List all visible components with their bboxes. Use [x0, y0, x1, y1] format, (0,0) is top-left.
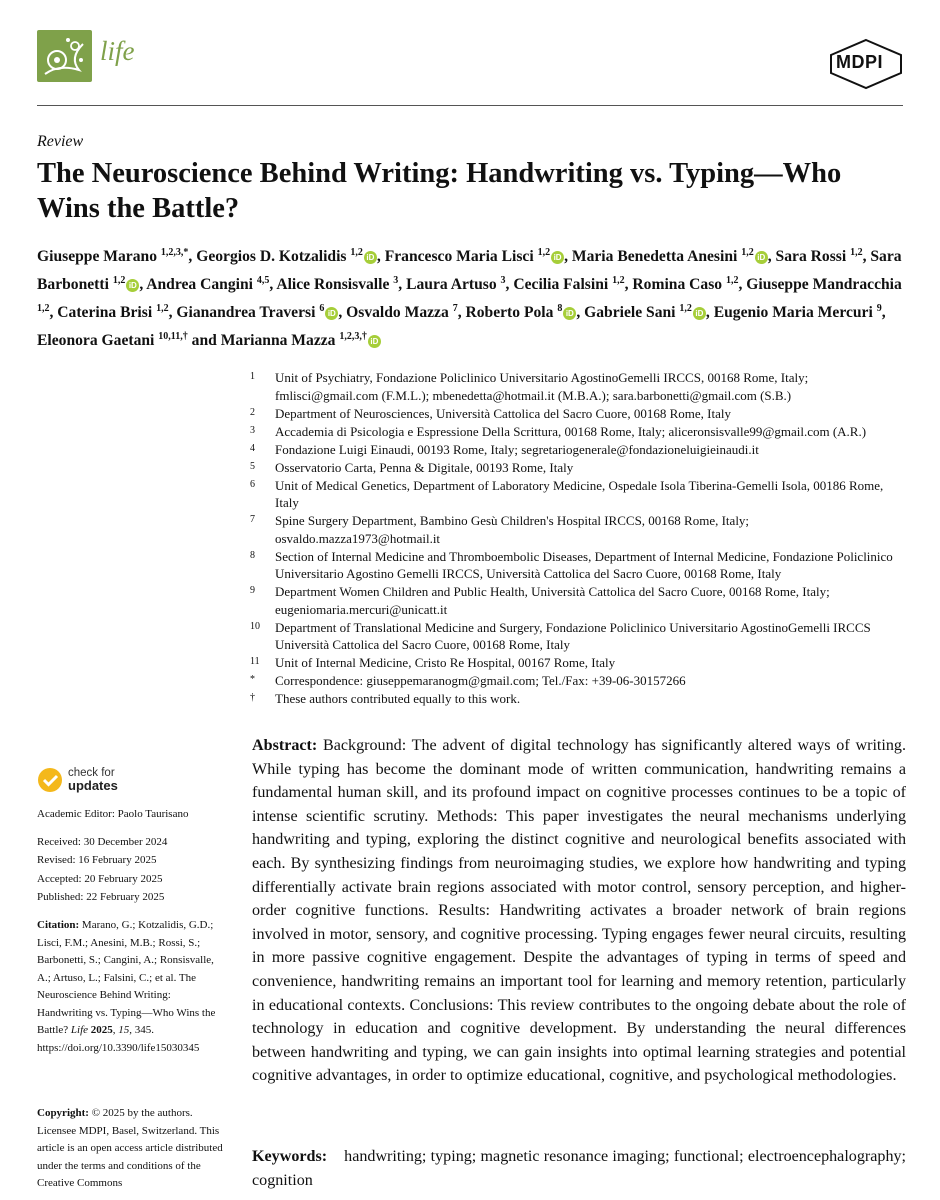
received-date: Received: 30 December 2024 — [37, 836, 168, 848]
affiliation-mark: 3 — [250, 424, 255, 436]
author-name: Eleonora Gaetani — [37, 331, 155, 349]
author-name: Maria Benedetta Anesini — [571, 248, 738, 266]
copyright-text: © 2025 by the authors. Licensee MDPI, Basel, Switzerland. This article is an open access article distributed under the terms and conditions of the Creative Commons — [37, 1107, 223, 1189]
author-affiliation-marks: 9 — [876, 302, 882, 314]
affiliation-text: Unit of Medical Genetics, Department of Laboratory Medicine, Ospedale Isola Tiberina-Gemelli Isola, 00186 Rome, Italy — [275, 477, 884, 510]
author-affiliation-marks: 1,2,3,† — [339, 330, 367, 342]
author-separator: , — [398, 275, 407, 293]
author-name: Giuseppe Mandracchia — [746, 275, 902, 293]
orcid-icon[interactable]: iD — [325, 307, 338, 320]
affiliation — [250, 619, 910, 654]
affiliation-text: Department of Neurosciences, Università Cattolica del Sacro Cuore, 00168 Rome, Italy — [275, 405, 731, 421]
abstract-label: Abstract: — [252, 737, 318, 754]
author-separator: , — [767, 248, 776, 266]
author — [714, 304, 886, 321]
citation-year: 2025 — [90, 1024, 113, 1036]
affiliation-mark: 9 — [250, 585, 255, 596]
author — [176, 304, 346, 321]
affiliation-text: These authors contributed equally to this work. — [275, 691, 521, 706]
author-affiliation-marks: 1,2 — [725, 274, 739, 286]
author-name: Romina Caso — [632, 275, 723, 293]
copyright-label: Copyright: — [37, 1107, 89, 1119]
author — [146, 276, 276, 293]
author-name: Roberto Pola — [465, 303, 554, 321]
journal-logo-icon — [37, 30, 92, 82]
citation-label: Citation: — [37, 919, 80, 931]
author — [406, 276, 513, 293]
citation-doi[interactable]: , 345. https://doi.org/10.3390/life15030345 — [37, 1024, 200, 1054]
author — [632, 276, 746, 293]
author — [465, 304, 584, 321]
affiliation — [250, 405, 910, 423]
affiliation-mark: 5 — [250, 460, 255, 472]
affiliation-text: Osservatorio Carta, Penna & Digitale, 00193 Rome, Italy — [275, 459, 574, 475]
keywords-label: Keywords: — [252, 1148, 328, 1165]
keywords-text: handwriting; typing; magnetic resonance imaging; functional; electroencephalography; cognition — [252, 1148, 907, 1189]
author-name: Giuseppe Marano — [37, 248, 157, 266]
author — [196, 248, 385, 265]
author-affiliation-marks: 7 — [452, 302, 458, 314]
author-affiliation-marks: 1,2 — [679, 302, 692, 314]
orcid-icon[interactable]: iD — [693, 307, 706, 320]
journal-name: life — [100, 36, 135, 66]
affiliation-mark: 7 — [250, 514, 255, 525]
copyright — [37, 1105, 227, 1193]
orcid-icon[interactable]: iD — [563, 307, 576, 320]
author — [346, 304, 465, 321]
orcid-icon[interactable]: iD — [551, 251, 564, 264]
affiliation — [250, 690, 910, 708]
author-separator: , — [168, 303, 177, 321]
affiliation — [250, 583, 910, 618]
orcid-icon[interactable]: iD — [368, 335, 381, 348]
author-name: Gianandrea Traversi — [176, 303, 316, 321]
author-separator: , — [139, 275, 147, 293]
check-updates-line1: check for — [68, 767, 115, 779]
author-separator: , — [338, 303, 347, 321]
affiliation — [250, 459, 910, 477]
affiliation-mark: 2 — [250, 406, 255, 418]
author-separator: , — [705, 303, 714, 321]
author-separator: , — [505, 275, 514, 293]
author-affiliation-marks: 1,2 — [350, 247, 363, 258]
author-affiliation-marks: 1,2 — [156, 302, 169, 314]
author-affiliation-marks: 1,2 — [850, 247, 863, 258]
author-name: Osvaldo Mazza — [346, 303, 449, 321]
author-separator: , — [376, 248, 385, 266]
author-name: Francesco Maria Lisci — [384, 248, 534, 266]
affiliation-text: Unit of Internal Medicine, Cristo Re Hospital, 00167 Rome, Italy — [275, 655, 616, 670]
author-affiliation-marks: 1,2 — [37, 302, 50, 314]
affiliation — [250, 512, 910, 547]
author-separator: and — [187, 331, 221, 349]
author-name: Sara Barbonetti — [37, 248, 902, 293]
author-affiliation-marks: 4,5 — [256, 274, 270, 286]
article-type: Review — [37, 133, 84, 150]
accepted-date: Accepted: 20 February 2025 — [37, 873, 163, 885]
affiliation-mark: * — [250, 674, 255, 685]
author-separator: , — [576, 303, 585, 321]
author-separator: , — [624, 275, 633, 293]
affiliation-text: Correspondence: giuseppemaranogm@gmail.com; Tel./Fax: +39-06-30157266 — [275, 673, 686, 688]
author-name: Georgios D. Kotzalidis — [196, 248, 347, 266]
affiliation-text: Department of Translational Medicine and Surgery, Fondazione Policlinico Universitario AgostinoGemelli IRCCS Università Cattolica del Sacro Cuore, 00168 Rome, Italy — [275, 619, 871, 652]
citation: Citation: Marano, G.; Kotzalidis, G.D.; Lisci, F.M.; Anesini, M.B.; Rossi, S.; Barbonetti, S.; Cangini, A.; Ronsisvalle, A.; Artuso, L.; Falsini, C.; et al. The Neuroscience Behind Writing: Handwriting vs. Typing—Who Wins the Battle? Life 2025, 15, 345. https://doi.org/10.3390/life15030345 — [37, 919, 216, 1054]
affiliation-mark: 10 — [250, 620, 260, 632]
orcid-icon[interactable]: iD — [126, 279, 139, 292]
author-name: Alice Ronsisvalle — [276, 275, 390, 293]
author — [276, 276, 406, 293]
affiliation — [250, 548, 910, 583]
affiliation — [250, 369, 910, 404]
affiliation — [250, 477, 910, 512]
author-affiliation-marks: 1,2 — [612, 274, 625, 286]
author-name: Gabriele Sani — [584, 303, 676, 321]
author-affiliation-marks: 6 — [319, 302, 325, 314]
publisher-name: MDPI — [836, 52, 883, 72]
author-name: Caterina Brisi — [57, 303, 153, 321]
affiliation-mark: † — [250, 692, 255, 703]
author-name: Andrea Cangini — [146, 275, 253, 293]
author-name: Cecilia Falsini — [513, 275, 609, 293]
affiliation-mark: 4 — [250, 442, 255, 454]
author-affiliation-marks: 3 — [500, 274, 506, 286]
author — [57, 304, 176, 321]
affiliation-text: Department Women Children and Public Health, Università Cattolica del Sacro Cuore, 00168 Rome, Italy; eugeniomaria.mercuri@unicatt.it — [275, 584, 830, 617]
author — [37, 248, 196, 265]
author-separator: , — [49, 303, 58, 321]
author-separator: , — [269, 275, 277, 293]
check-updates-line2: updates — [68, 778, 118, 793]
affiliation-mark: 11 — [250, 656, 260, 667]
corresponding-mark: * — [183, 247, 189, 258]
author-affiliation-marks: 1,2 — [741, 247, 754, 258]
affiliation-mark: 6 — [250, 478, 255, 490]
journal-logo — [37, 30, 92, 82]
author-name: Sara Rossi — [775, 248, 847, 266]
affiliation-text: Spine Surgery Department, Bambino Gesù Children's Hospital IRCCS, 00168 Rome, Italy; osvaldo.mazza1973@hotmail.it — [275, 513, 750, 546]
abstract — [252, 734, 906, 1088]
author-separator: , — [862, 248, 871, 266]
affiliation-text: Section of Internal Medicine and Thromboembolic Diseases, Department of Internal Medicine, Fondazione Policlinico Universitario Agostino Gemelli IRCCS, Università Cattolica del Sacro Cuore, 00168 Rome, Italy — [275, 548, 893, 581]
citation-journal: Life — [70, 1024, 89, 1036]
affiliation — [250, 441, 910, 459]
orcid-icon[interactable]: iD — [755, 251, 768, 264]
author — [37, 332, 221, 349]
author-affiliation-marks: 10,11,† — [158, 330, 188, 342]
author-name: Eugenio Maria Mercuri — [713, 303, 873, 321]
author-name: Laura Artuso — [406, 275, 497, 293]
affiliation — [250, 654, 910, 672]
author-affiliation-marks: 1,2 — [537, 247, 551, 258]
author-affiliation-marks: 3 — [393, 274, 399, 286]
citation-text: Marano, G.; Kotzalidis, G.D.; Lisci, F.M.; Anesini, M.B.; Rossi, S.; Barbonetti, S.; Cangini, A.; Ronsisvalle, A.; Artuso, L.; Falsini, C.; et al. The Neuroscience Behind Writing: Handwriting vs. Typing—Who Wins the Battle? — [37, 919, 216, 1036]
author-affiliation-marks: 1,2 — [112, 274, 126, 286]
author-separator: , — [881, 303, 886, 321]
header-divider — [37, 105, 903, 106]
affiliation-mark: 8 — [250, 549, 255, 561]
published-date: Published: 22 February 2025 — [37, 891, 165, 903]
abstract-text: Background: The advent of digital technology has significantly altered ways of writing. While typing has become the dominant mode of written communication, handwriting remains a fundamental human skill, and its profound impact on cognitive processes continues to be a topic of intense scientific scrutiny. Methods: This paper investigates the neural mechanisms underlying handwriting and typing, exploring the distinct cognitive and neurological benefits associated with each. By synthesizing findings from neuroimaging studies, we explore how handwriting and typing differentially activate brain regions associated with motor control, sensory perception, and higher-order cognitive functions. Results: Handwriting activates a broader network of brain regions involved in motor, sensory, and cognitive processing. Typing engages fewer neural circuits, resulting in more passive cognitive engagement. Despite the advantages of typing in terms of speed and convenience, handwriting remains an important tool for learning and memory retention, particularly in educational contexts. Conclusions: This review contributes to the ongoing debate about the role of technology in education and cognitive development. By understanding the neural differences between handwriting and typing, we can gain insights into optimal learning strategies and potential cognitive advantages, in order to optimize educational, cognitive, and psychological methodologies. — [252, 737, 906, 1085]
affiliation — [250, 423, 910, 441]
citation-volume: 15 — [118, 1024, 130, 1036]
author — [385, 248, 572, 265]
author — [776, 248, 871, 265]
author-separator: , — [457, 303, 466, 321]
article-title: The Neuroscience Behind Writing: Handwriting vs. Typing—Who Wins the Battle? — [37, 158, 842, 224]
affiliation-list — [250, 369, 910, 708]
author-list — [37, 241, 907, 352]
affiliation-text: Unit of Psychiatry, Fondazione Policlinico Universitario AgostinoGemelli IRCCS, 00168 Rome, Italy; fmlisci@gmail.com (F.M.L.); mbenedetta@hotmail.it (M.B.A.); sara.barbonetti@gmail.com (S.B.) — [275, 370, 809, 403]
affiliation-mark: 1 — [250, 371, 255, 382]
affiliation — [250, 672, 910, 690]
author-separator: , — [738, 275, 747, 293]
author — [221, 332, 381, 349]
orcid-icon[interactable]: iD — [364, 251, 377, 264]
academic-editor: Academic Editor: Paolo Taurisano — [37, 808, 189, 820]
revised-date: Revised: 16 February 2025 — [37, 854, 157, 866]
check-for-updates-icon — [37, 767, 63, 793]
author — [584, 304, 714, 321]
author — [572, 248, 776, 265]
author-affiliation-marks: 1,2,3, — [160, 247, 184, 258]
affiliation-text: Fondazione Luigi Einaudi, 00193 Rome, Italy; segretariogenerale@fondazioneluigieinaudi.it — [275, 441, 759, 457]
affiliation-text: Accademia di Psicologia e Espressione Della Scrittura, 00168 Rome, Italy; aliceronsisvalle99@gmail.com (A.R.) — [275, 423, 867, 439]
author-affiliation-marks: 8 — [557, 302, 563, 314]
author — [513, 276, 632, 293]
author-separator: , — [564, 248, 572, 266]
keywords — [252, 1145, 906, 1192]
author-separator: , — [188, 248, 197, 266]
author-name: Marianna Mazza — [220, 331, 336, 349]
